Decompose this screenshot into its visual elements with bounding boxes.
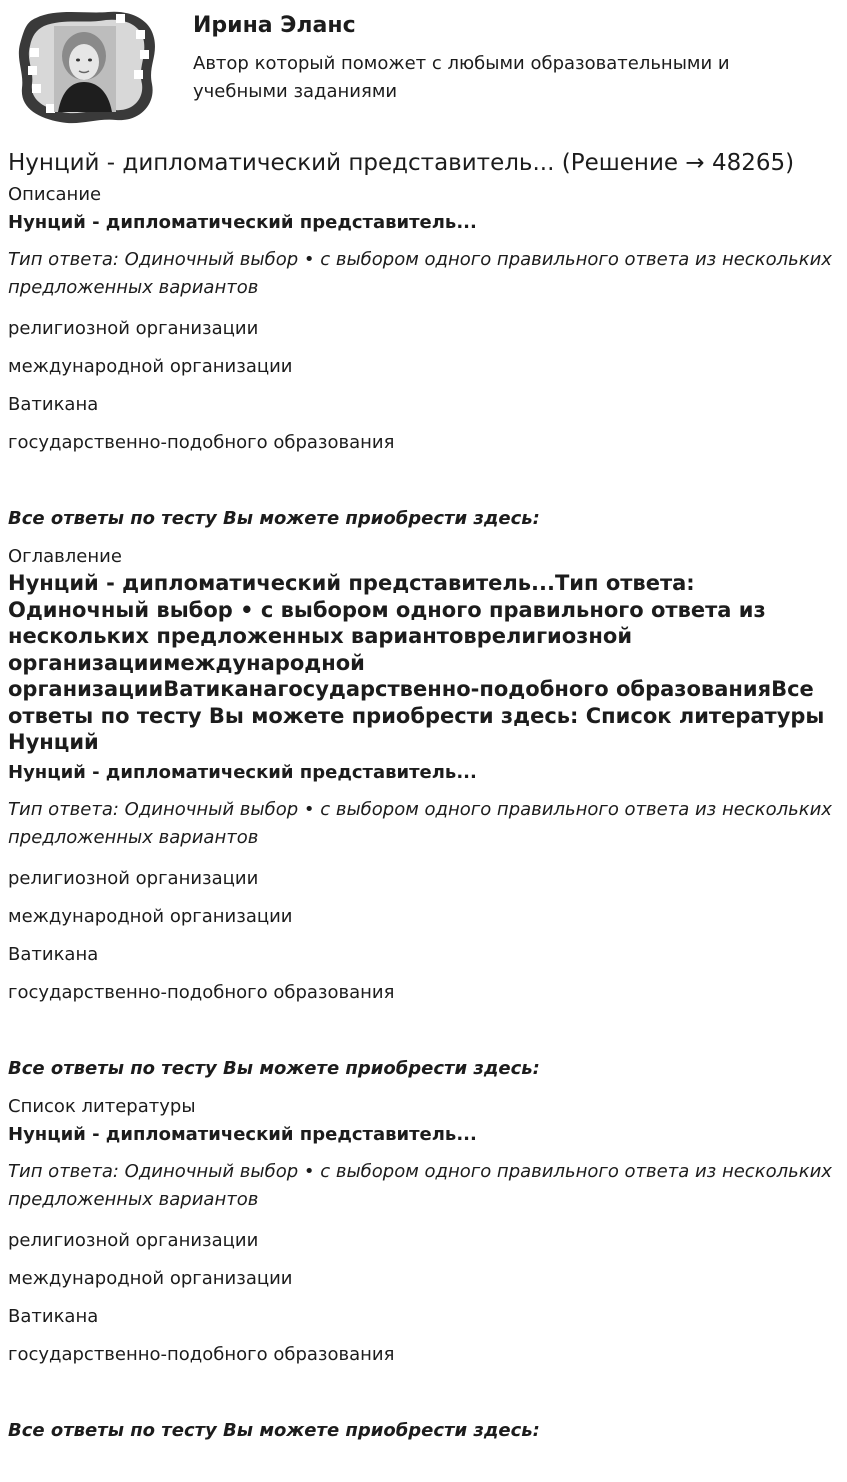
answer-option: международной организации (8, 1267, 293, 1289)
author-name[interactable]: Ирина Эланс (193, 13, 356, 38)
question-text: Нунций - дипломатический представитель... (8, 212, 477, 233)
question-text: Нунций - дипломатический представитель... (8, 1123, 477, 1145)
page-title: Нунций - дипломатический представитель... (Решение → 48265) (8, 150, 795, 176)
toc-label: Оглавление (8, 546, 122, 567)
answer-option: международной организации (8, 905, 293, 927)
answer-option: международной организации (8, 356, 293, 377)
buy-answers-link[interactable]: Все ответы по тесту Вы можете приобрести здесь: (8, 1419, 540, 1441)
buy-answers-link[interactable]: Все ответы по тесту Вы можете приобрести здесь: (8, 508, 540, 529)
answer-option: государственно-подобного образования (8, 432, 395, 453)
answer-type: Тип ответа: Одиночный выбор • с выбором одного правильного ответа из нескольких предложенных вариантов (8, 1160, 832, 1210)
buy-answers-link[interactable]: Все ответы по тесту Вы можете приобрести здесь: (8, 1057, 540, 1079)
answer-option: религиозной организации (8, 1229, 259, 1251)
answer-option: государственно-подобного образования (8, 1343, 395, 1365)
answer-option: государственно-подобного образования (8, 981, 395, 1003)
answer-option: религиозной организации (8, 867, 259, 889)
answer-option: Ватикана (8, 394, 99, 415)
answer-type: Тип ответа: Одиночный выбор • с выбором одного правильного ответа из нескольких предложенных вариантов (8, 798, 832, 848)
toc-text: Нунций - дипломатический представитель...Тип ответа: Одиночный выбор • с выбором одного правильного ответа из нескольких предложенных вариантоврелигиозной организациимеждународной организацииВатиканагосударственно-подобного образованияВсе ответы по тесту Вы можете приобрести здесь: Список литературы Нунций (8, 571, 825, 754)
answer-option: религиозной организации (8, 318, 259, 339)
author-avatar (16, 8, 158, 126)
literature-label: Список литературы (8, 1095, 196, 1117)
author-description: Автор который поможет с любыми образовательными и учебными заданиями (193, 53, 730, 102)
author-header (8, 0, 839, 136)
answer-type: Тип ответа: Одиночный выбор • с выбором одного правильного ответа из нескольких предложенных вариантов (8, 249, 832, 298)
answer-option: Ватикана (8, 1305, 99, 1327)
description-label: Описание (8, 184, 102, 205)
answer-option: Ватикана (8, 943, 99, 965)
question-text: Нунций - дипломатический представитель... (8, 761, 477, 783)
